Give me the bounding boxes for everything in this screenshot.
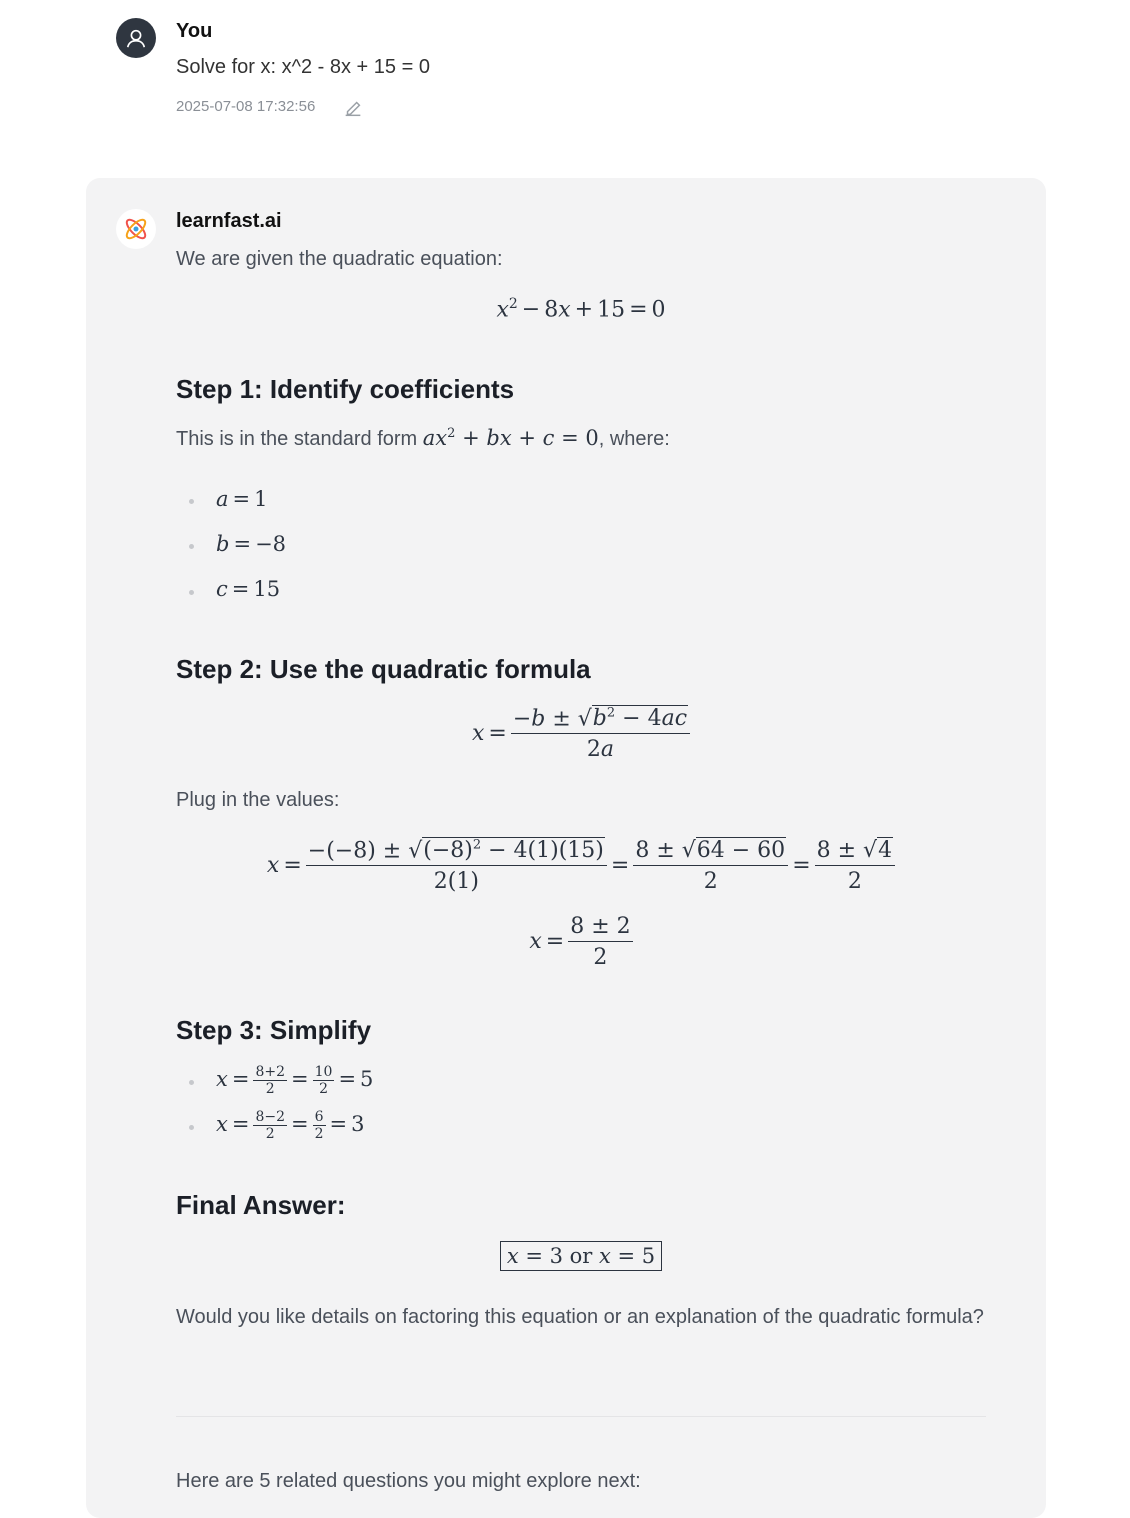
assistant-avatar <box>116 209 156 249</box>
bullet <box>189 499 194 504</box>
user-avatar <box>116 18 156 58</box>
bullet <box>189 1080 194 1085</box>
intro-text: We are given the quadratic equation: <box>176 248 503 270</box>
coefficient-c: c = 15 <box>216 577 281 601</box>
simplified-equation: x = $\frac{8 \pm 2}{2}$ <box>529 914 631 970</box>
step2-heading: Step 2: Use the quadratic formula <box>176 654 591 684</box>
quadratic-formula: x = $\frac{-b \pm √b^2 - 4ac}{2a}$ <box>176 706 986 762</box>
user-icon <box>125 27 147 49</box>
related-questions-text: Here are 5 related questions you might explore next: <box>176 1470 641 1492</box>
coefficient-b: b = −8 <box>216 532 287 556</box>
equation-display: $x^2 - 8x + 15 = 0$ <box>496 296 666 323</box>
assistant-name: learnfast.ai <box>176 210 282 232</box>
final-answer-box: x = 3 or x = 5 <box>176 1244 986 1268</box>
closing-text: Would you like details on factoring this equation or an explanation of the quadratic formula? <box>176 1306 984 1328</box>
standard-form-text: This is in the standard form $ax^2$ + bx + c = 0, where: <box>176 426 670 450</box>
bullet <box>189 590 194 595</box>
user-message-text: Solve for x: x^2 - 8x + 15 = 0 <box>176 56 430 78</box>
step1-heading: Step 1: Identify coefficients <box>176 374 515 404</box>
bullet <box>189 544 194 549</box>
divider <box>176 1416 986 1417</box>
bullet <box>189 1125 194 1130</box>
substitution-equation: x = $\frac{-(-8) \pm √(-8)^2 - 4(1)(15)}{2(1)}$ = $\frac{8 \pm √64 - 60}{2}$ = $\frac{8 \pm √4}{2}$ <box>176 838 986 894</box>
edit-icon[interactable] <box>342 97 364 119</box>
solution-minus: x = $\frac{8-2}{2}$ = $\frac{6}{2}$ = 3 <box>216 1109 365 1142</box>
step3-heading: Step 3: Simplify <box>176 1015 372 1045</box>
atom-logo-icon <box>121 214 151 244</box>
solution-plus: x = $\frac{8+2}{2}$ = $\frac{10}{2}$ = 5 <box>216 1064 374 1097</box>
user-name: You <box>176 20 213 42</box>
final-answer-heading: Final Answer: <box>176 1190 346 1220</box>
message-timestamp: 2025-07-08 17:32:56 <box>176 98 316 115</box>
coefficient-a: a = 1 <box>216 487 268 511</box>
plug-in-text: Plug in the values: <box>176 789 340 811</box>
